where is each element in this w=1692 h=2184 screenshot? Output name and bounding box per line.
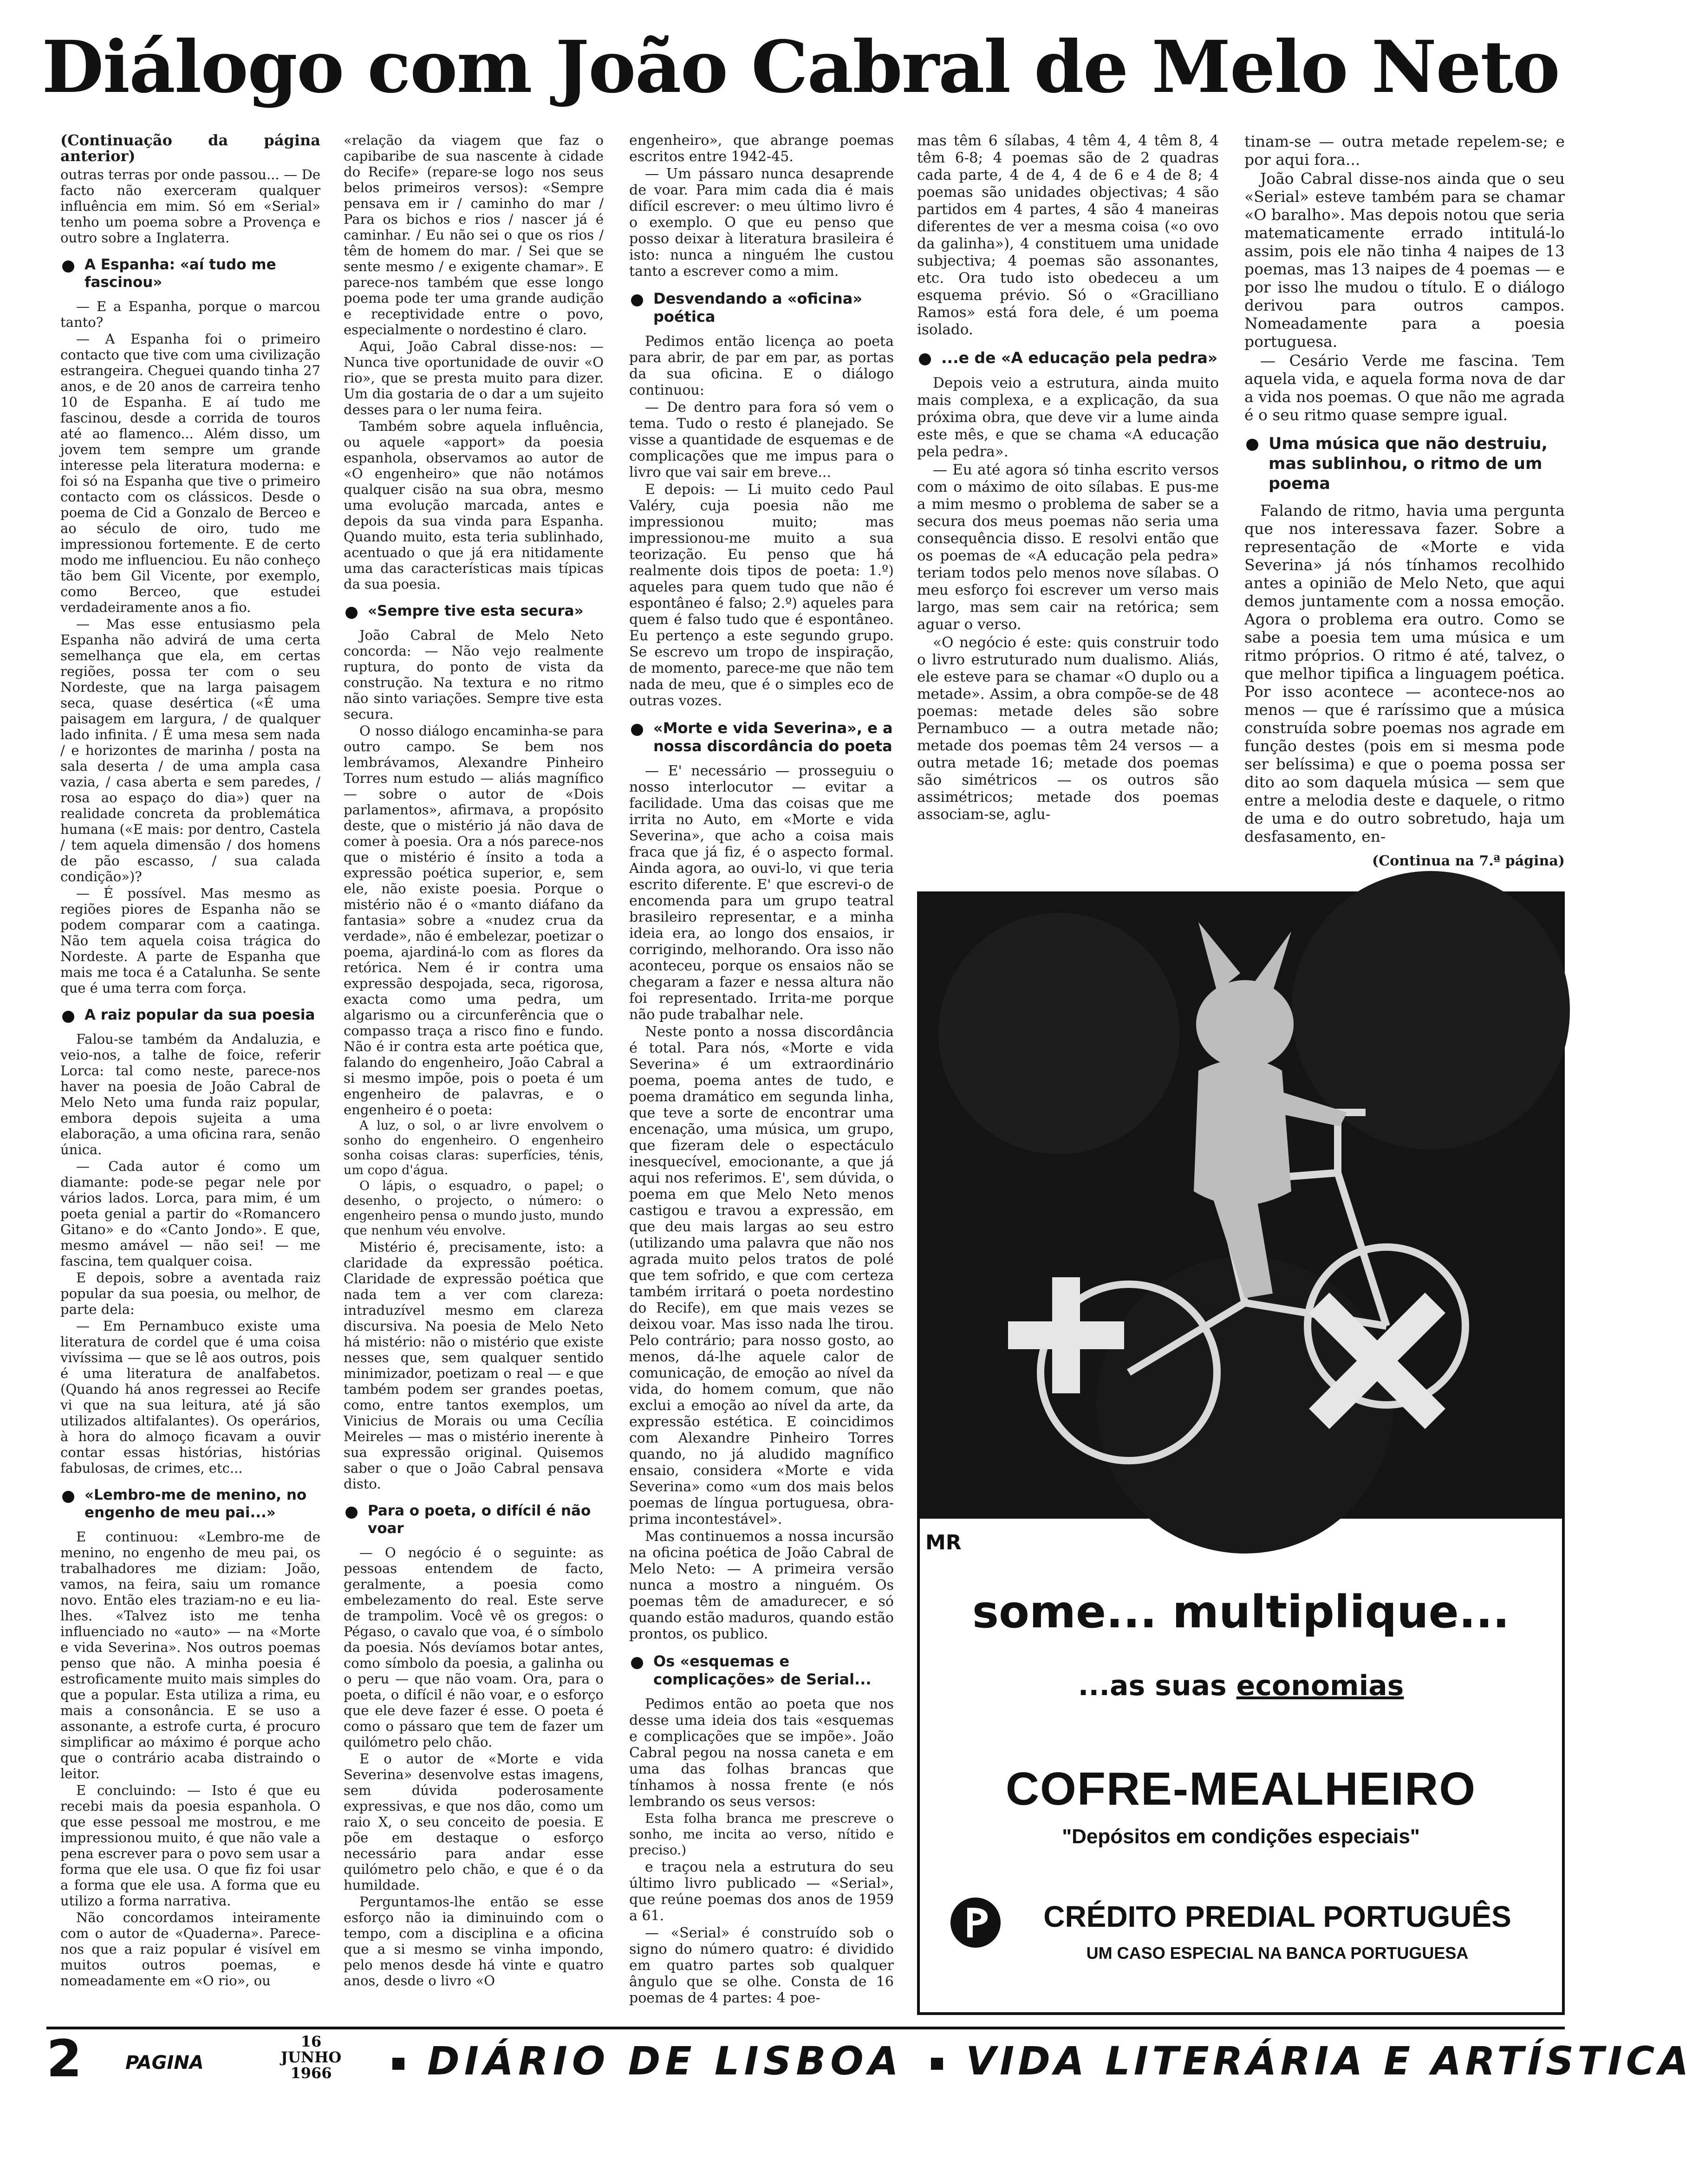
article-column-2 [344, 132, 604, 2013]
paragraph: — «Serial» é construído sob o signo do número quatro: é dividido em quatro partes sob qualquer ângulo que se olhe. Consta de 16 poemas de 4 partes: 4 poe- [629, 1925, 894, 2006]
bank-logo-icon [948, 1895, 1003, 1950]
continuation-note: (Continuação da página anterior) [60, 131, 320, 165]
ad-subslogan: ...as suas economias [1078, 1670, 1404, 1702]
paragraph: Neste ponto a nossa discordância é total. Para nós, «Morte e vida Severina» é um extraordinário poema, poema antes de tudo, e poema dramático em segunda linha, que teve a sorte de encontrar uma encenação, uma música, um grupo, que fizeram dele o espectáculo inesquecível, emocionante, a que já aqui nos referimos. E', sem dúvida, o poema em que Melo Neto menos castigou e travou a expressão, em que deu mais largas ao seu estro (utilizando uma palavra que não nos agrada muito pelos tratos de polé que tem sofrido, e que com certeza também irritará o poeta nordestino do Recife), em que mais vezes se deixou voar. Mas isso nada lhe tirou. Pelo contrário; para nosso gosto, ao menos, dá-lhe aquele calor de comunicação, de emoção ao nível da vida, do homem comum, que não exclui a emoção ao nível da arte, da expressão estética. E coincidimos com Alexandre Pinheiro Torres quando, no já aludido magnífico ensaio, considera «Morte e vida Severina» como «um dos mais belos poemas de língua portuguesa, obra-prima incontestável». [629, 1024, 894, 1528]
paragraph: Perguntamos-lhe então se esse esforço não ia diminuindo com o tempo, com a disciplina e a oficina que a si mesmo se vinha impondo, pelo menos desde há vinte e quatro anos, desde o livro «O [344, 1894, 604, 1989]
paragraph: «O negócio é este: quis construir todo o livro estruturado num dualismo. Aliás, ele esteve para se chamar «O duplo ou a metade». Assim, a obra compõe-se de 48 poemas: metade deles são sobre Pernambuco — a outra metade não; metade dos poemas têm 24 versos — a outra metade 16; metade dos poemas são simétricos — os outros são assimétricos; metade dos poemas associam-se, aglu- [917, 634, 1219, 823]
paragraph: tinam-se — outra metade repelem-se; e por aqui fora... [1244, 132, 1565, 169]
paragraph: — E a Espanha, porque o marcou tanto? [60, 299, 320, 330]
bank-tagline: UM CASO ESPECIAL NA BANCA PORTUGUESA [1086, 1944, 1469, 1963]
paragraph: engenheiro», que abrange poemas escritos entre 1942-45. [629, 132, 894, 165]
paragraph: — É possível. Mas mesmo as regiões piores de Espanha não se podem comparar com a caatinga. Não tem aquela coisa trágica do Nordeste. A parte de Espanha que mais me toca é a Catalunha. Se sente que é uma terra com força. [60, 885, 320, 996]
section-heading: Uma música que não destruiu, mas sublinhou, o ritmo de um poema [1244, 434, 1565, 494]
ad-product-name: COFRE-MEALHEIRO [1005, 1763, 1477, 1815]
paragraph: — Em Pernambuco existe uma literatura de cordel que é uma coisa vivíssima — que se lê aos outros, pois é uma literatura de analfabetos. (Quando há anos regressei ao Recife vi que na sua leitura, até já são utilizados altifalantes). Os operários, à hora do almoço ficavam a ouvir contar essas histórias, histórias fabulosas, de crimes, etc... [60, 1318, 320, 1476]
bank-advertisement [917, 891, 1565, 2015]
section-heading: Desvendando a «oficina» poética [629, 290, 894, 326]
paragraph: O nosso diálogo encaminha-se para outro campo. Se bem nos lembrávamos, Alexandre Pinheiro Torres num estudo — aliás magnífico — sobre o autor de «Dois parlamentos», afirmava, a propósito deste, que o mistério já não dava de comer à poesia. Ora a nós parece-nos que o mistério é ínsito a toda a expressão poética superior, e, sem ele, não existe poesia. Porque o mistério não é o «manto diáfano da fantasia» sobre a «nudez crua da verdade», não é embelezar, poetizar o poema, ajardiná-lo com as flores da retórica. Nem é ir contra uma expressão despojada, seca, rigorosa, exacta como uma pedra, um algarismo ou a circunferência que o compasso traça a risco fino e fundo. Não é ir contra esta arte poética que, falando do engenheiro, João Cabral a si mesmo impõe, pois o poeta é um engenheiro de palavras, e o engenheiro é o poeta: [344, 723, 604, 1118]
bullet-icon [62, 260, 74, 273]
paragraph: — Um pássaro nunca desaprende de voar. Para mim cada dia é mais difícil escrever: o meu último livro é o exemplo. O que eu penso que posso deixar à literatura brasileira é isto: nunca a ninguém lhe custou tanto a escrever como a mim. [629, 166, 894, 280]
paragraph: «relação da viagem que faz o capibaribe de sua nascente à cidade do Recife» (repare-se logo nos seus belos primeiros versos): «Sempre pensava em ir / caminho do mar / Para os bichos e rios / nascer já é caminhar. / Eu não sei o que os rios / têm de homem do mar. / Sei que se sente mesmo / e exigente chamar». E parece-nos também que esse longo poema pode ter uma grande audição e receptividade entre o povo, especialmente o nordestino é claro. [344, 132, 604, 338]
article-column-5 [1244, 132, 1565, 875]
paragraph: Aqui, João Cabral disse-nos: — Nunca tive oportunidade de ouvir «O rio», que se presta muito para dizer. Um dia gostaria de o dar a um sujeito desses para o ler numa feira. [344, 338, 604, 417]
section-title: VIDA LITERÁRIA E ARTÍSTICA [966, 2038, 1692, 2084]
paragraph: E o autor de «Morte e vida Severina» desenvolve estas imagens, sem dúvida poderosamente expressivas, e que nos dão, como um raio X, o seu conceito de poesia. E põe em destaque o esforço necessário para andar esse quilómetro pelo chão, e que é o da humildade. [344, 1751, 604, 1893]
article-column-1 [60, 132, 320, 2013]
bullet-icon [631, 294, 643, 306]
bullet-icon [62, 1491, 74, 1503]
paragraph: — Cesário Verde me fascina. Tem aquela vida, e aquela forma nova de dar a vida nos poemas. O que não me agrada é o seu ritmo quase sempre igual. [1244, 351, 1565, 424]
paragraph: — E' necessário — prosseguiu o nosso interlocutor — evitar a facilidade. Uma das coisas que me irrita no Auto, em «Morte e vida Severina», que acho a coisa mais fraca que já fiz, é o aspecto formal. Ainda agora, ao ouvi-lo, vi que teria escrito diferente. E' que escrevi-o de encomenda para um grupo teatral brasileiro representar, e a minha ideia era, ao longo dos ensaios, ir corrigindo, melhorando. Ora isso não aconteceu, porque os ensaios não se chegaram a fazer e nessa altura não foi representado. Irrita-me porque não pude trabalhar nele. [629, 763, 894, 1023]
paragraph: Pedimos então ao poeta que nos desse uma ideia dos tais «esquemas e complicações que se impõe». João Cabral pegou na nossa caneta e em uma das folhas brancas que tínhamos à nossa frente (e nós lembrando os seus versos: [629, 1696, 894, 1810]
section-heading: «Morte e vida Severina», e a nossa discordância do poeta [629, 719, 894, 755]
paragraph: — A Espanha foi o primeiro contacto que tive com uma civilização estrangeira. Cheguei quando tinha 27 anos, e de 20 anos de carreira tenho 10 de Espanha. E aí tudo me fascinou, desde a corrida de touros até ao flamenco... Além disso, um jovem tem sempre um grande interesse pela literatura moderna: e foi só na Espanha que tive o primeiro contacto com os clássicos. Desde o poema de Cid a Gonzalo de Berceo e ao século de oiro, tudo me impressionou fortemente. E de certo modo me influenciou. Eu não conheço tão bem Gil Vicente, por exemplo, como Berceo, que estudei verdadeiramente anos a fio. [60, 331, 320, 615]
page-label: PAGINA [125, 2052, 204, 2074]
paragraph: E concluindo: — Isto é que eu recebi mais da poesia espanhola. O que esse pessoal me mostrou, e me impressionou muito, é que não vale a pena escrever para o povo sem usar a forma que ele usa. O que fiz foi usar a forma que ele usa. A forma que eu utilizo a forma narrativa. [60, 1782, 320, 1909]
paragraph: Mistério é, precisamente, isto: a claridade da expressão poética. Claridade de expressão poética que nada tem a ver com clareza: intraduzível mesmo em clareza discursiva. Na poesia de Melo Neto há mistério: não o mistério que existe nesses que, sem qualquer sentido minimizador, poetizam o real — e que também podem ser grandes poetas, como, entre tantos exemplos, um Vinicius de Morais ou uma Cecília Meireles — mas o mistério inerente à sua expressão original. Quisemos saber o que o João Cabral pensava disto. [344, 1239, 604, 1492]
artist-signature: MR [925, 1531, 962, 1554]
ad-illustration [920, 894, 1562, 1519]
paragraph: Também sobre aquela influência, ou aquele «apport» da poesia espanhola, observamos ao autor de «O engenheiro» que não notámos qualquer cisão na sua obra, mesmo uma evolução marcada, antes e depois da sua vinda para Espanha. Quando muito, esta teria sublinhado, acentuado o que já era nitidamente uma das características mais típicas da sua poesia. [344, 418, 604, 592]
section-heading: ...e de «A educação pela pedra» [917, 349, 1219, 367]
page-footer [46, 2029, 1692, 2089]
bullet-icon [631, 1657, 643, 1669]
paragraph: Depois veio a estrutura, ainda muito mais complexa, e a explicação, da sua próxima obra, que deve vir a lume ainda este mês, e que se chama «A educação pela pedra». [917, 375, 1219, 460]
square-bullet-icon [392, 2058, 404, 2070]
issue-date: 16 JUNHO 1966 [280, 2033, 342, 2082]
bullet-icon [631, 724, 643, 736]
paragraph: — Mas esse entusiasmo pela Espanha não advirá de uma certa semelhança que ela, em certas regiões, possa ter com o seu Nordeste, que na larga paisagem seca, quase desértica («É uma paisagem em largura, / de qualquer lado infinita. / É uma mesa sem nada / e horizontes de marinha / posta na sala deserta / de uma ampla casa vazia, / casa aberta e sem paredes, / rosa ao espaço do dia») quer na realidade concreta da problemática humana («E mais: por dentro, Castela / tem aquela dimensão / dos homens de pão escasso, / sua calada condição»)? [60, 616, 320, 884]
verse-quote: Esta folha branca me prescreve o sonho, me incita ao verso, nítido e preciso.) [629, 1811, 894, 1858]
paragraph: Mas continuemos a nossa incursão na oficina poética de João Cabral de Melo Neto: — A primeira versão nunca a mostro a ninguém. Os poemas têm de amadurecer, e só quando estão maduros, quando estão prontos, os publico. [629, 1528, 894, 1642]
newspaper-name: DIÁRIO DE LISBOA [427, 2038, 903, 2084]
bullet-icon [62, 1011, 74, 1023]
section-heading: Os «esquemas e complicações» de Serial... [629, 1652, 894, 1689]
footer-rule [46, 2027, 1565, 2029]
page-number: 2 [46, 2029, 82, 2088]
verse-quote: O lápis, o esquadro, o papel; o desenho, o projecto, o número: o engenheiro pensa o mundo justo, mundo que nenhum véu envolve. [344, 1179, 604, 1238]
paragraph: — De dentro para fora só vem o tema. Tudo o resto é planejado. Se visse a quantidade de esquemas e de complicações que me impus para o livro que vai sair em breve... [629, 399, 894, 481]
paragraph: — Eu até agora só tinha escrito versos com o máximo de oito sílabas. E pus-me a mim mesmo o problema de saber se a secura dos meus poemas não seria uma consequência disso. E resolvi então que os poemas de «A educação pela pedra» teriam todos pelo menos nove sílabas. O meu esforço foi escrever um verso mais largo, mas sem cair na retórica; sem aguar o verso. [917, 462, 1219, 633]
paragraph: E continuou: «Lembro-me de menino, no engenho de meu pai, os trabalhadores me diziam: João, vamos, na feira, saiu um romance novo. Então eles traziam-no e eu lia-lhes. «Talvez isto me tenha influenciado no «auto» — na «Morte e vida Severina». Nos outros poemas penso que não. A minha poesia é estroficamente muito mais simples do que a popular. Esta utiliza a rima, eu mais a consonância. E se uso a assonante, a estrofe curta, é procuro simplificar ao máximo é porque acho que o contrário acaba distraindo o leitor. [60, 1529, 320, 1781]
paragraph: — Cada autor é como um diamante: pode-se pegar nele por vários lados. Lorca, para mim, é um poeta genial a partir do «Romancero Gitano» e do «Canto Jondo». E que, mesmo amável — não sei! — me fascina, tem qualquer coisa. [60, 1158, 320, 1269]
bank-name: CRÉDITO PREDIAL PORTUGUÊS [1043, 1900, 1511, 1933]
ad-slogan: some... multiplique... [972, 1586, 1510, 1638]
paragraph: — O negócio é o seguinte: as pessoas entendem de facto, geralmente, a poesia como embelezamento do real. Este serve de trampolim. Você vê os gregos: o Pégaso, o cavalo que voa, é o símbolo da poesia. Nós devíamos botar antes, como símbolo da poesia, a galinha ou o peru — que não voam. Ora, para o poeta, o difícil é não voar, e o esforço que ele deve fazer é esse. O poeta é como o pássaro que tem de fazer um quilómetro pelo chão. [344, 1545, 604, 1750]
paragraph: Não concordamos inteiramente com o autor de «Quaderna». Parece-nos que a raiz popular é visível em muitos outros poemas, e nomeadamente em «O rio», ou [60, 1910, 320, 1989]
section-heading: A Espanha: «aí tudo me fascinou» [60, 256, 320, 291]
verse-quote: A luz, o sol, o ar livre envolvem o sonho do engenheiro. O engenheiro sonha coisas claras: superfícies, ténis, um copo d'água. [344, 1118, 604, 1177]
paragraph: outras terras por onde passou... — De facto não exerceram qualquer influência em mim. Só em «Serial» tenho um poema sobre a Provença e outro sobre a Inglaterra. [60, 167, 320, 246]
section-heading: Para o poeta, o difícil é não voar [344, 1502, 604, 1537]
section-heading: «Lembro-me de menino, no engenho de meu pai...» [60, 1486, 320, 1521]
article-column-4 [917, 132, 1219, 866]
paragraph: e traçou nela a estrutura do seu último livro publicado — «Serial», que reúne poemas dos anos de 1959 a 61. [629, 1859, 894, 1924]
paragraph: Pedimos então licença ao poeta para abrir, de par em par, as portas da sua oficina. E o diálogo continuou: [629, 333, 894, 398]
paragraph: E depois: — Li muito cedo Paul Valéry, cuja poesia não me impressionou muito; mas impressionou-me muito a sua teorização. Eu penso que há realmente dois tipos de poeta: 1.º) aqueles para quem tudo que não é espontâneo é falso; 2.º) aqueles para quem é falso tudo que é espontâneo. Eu pertenço a este segundo grupo. Se escrevo um tropo de inspiração, de momento, parece-me que não tem nada de meu, que é o simples eco de outras vozes. [629, 481, 894, 709]
bullet-icon [919, 353, 931, 365]
section-heading: «Sempre tive esta secura» [344, 602, 604, 620]
section-heading: A raiz popular da sua poesia [60, 1006, 320, 1024]
bullet-icon [345, 607, 358, 619]
paragraph: mas têm 6 sílabas, 4 têm 4, 4 têm 8, 4 têm 6-8; 4 poemas são de 2 quadras cada parte, 4 de 4, 4 de 6 e 4 de 8; 4 poemas são unidades objectivas; 4 são partidos em 4 partes, 4 são 4 maneiras diferentes de ver a mesma coisa («o ovo da galinha»), 4 constituem uma unidade subjectiva; 4 poemas são assonantes, etc. Ora tudo isto obedeceu a um esquema prévio. Só o «Gracilliano Ramos» está fora dele, é um poema isolado. [917, 132, 1219, 338]
continuation-note: (Continua na 7.ª página) [1372, 853, 1565, 869]
paragraph: Falando de ritmo, havia uma pergunta que nos interessava fazer. Sobre a representação de «Morte e vida Severina» já nós tínhamos recolhido antes a opinião de Melo Neto, que aqui demos juntamente com a nossa emoção. Agora o problema era outro. Como se sabe a poesia tem uma música e um ritmo próprios. O ritmo é até, talvez, o que melhor tipifica a linguagem poética. Por isso acontece — acontece-nos ao menos — que é raríssimo que a música construída sobre poemas nos agrade em função destes (pois em si mesma pode ser belíssima) e que o poema possa ser dito ao som daquela música — sem que entre a melodia deste e daquele, o ritmo de uma e do outro sobretudo, haja um desfasamento, en- [1244, 501, 1565, 845]
page-headline: Diálogo com João Cabral de Melo Neto [42, 25, 1560, 109]
ad-product-tagline: "Depósitos em condições especiais" [1062, 1825, 1420, 1848]
paragraph: E depois, sobre a aventada raiz popular da sua poesia, ou melhor, de parte dela: [60, 1270, 320, 1317]
paragraph: João Cabral de Melo Neto concorda: — Não vejo realmente ruptura, do ponto de vista da construção. Na textura e no ritmo não sinto variações. Sempre tive esta secura. [344, 627, 604, 722]
bullet-icon [345, 1507, 358, 1519]
cyclist-illustration [920, 894, 1562, 1519]
paragraph: Falou-se também da Andaluzia, e veio-nos, a talhe de foice, referir Lorca: tal como neste, parece-nos haver na poesia de João Cabral de Melo Neto uma funda raiz popular, embora depois sujeita a uma elaboração, a uma oficina rara, senão única. [60, 1031, 320, 1157]
paragraph: João Cabral disse-nos ainda que o seu «Serial» esteve também para se chamar «O baralho». Mas depois notou que seria matematicamente errado intitulá-lo assim, pois ele não tinha 4 naipes de 13 poemas, mas 13 naipes de 4 poemas — e por isso lhe mudou o título. E o diálogo derivou para outros campos. Nomeadamente para a poesia portuguesa. [1244, 169, 1565, 351]
bullet-icon [1246, 439, 1258, 451]
article-column-3 [629, 132, 894, 2013]
square-bullet-icon [931, 2058, 943, 2070]
